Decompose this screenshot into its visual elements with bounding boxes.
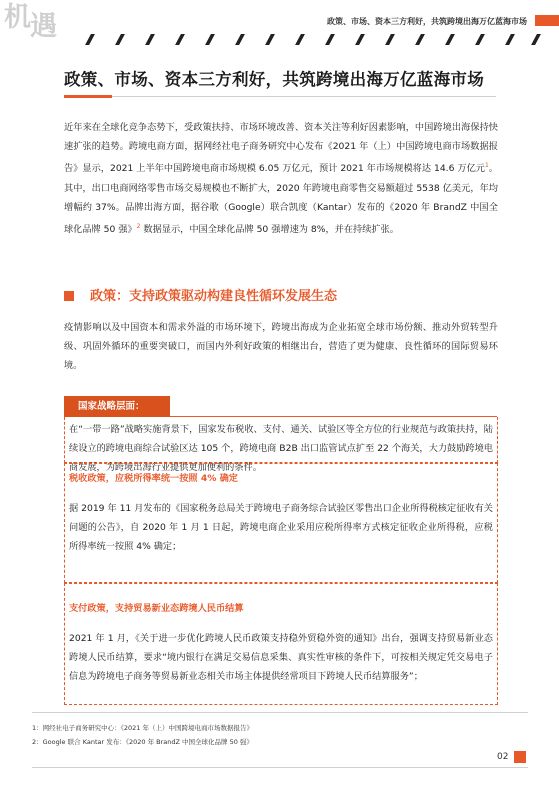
intro-text-3: 数据显示，中国全球化品牌 50 强增速为 8%，并在持续扩张。 xyxy=(140,224,399,236)
title-divider-accent xyxy=(64,95,112,98)
footnote-ref-1: 1 xyxy=(484,162,489,170)
footnote-ref-2: 2 xyxy=(136,223,141,231)
running-header-title: 政策、市场、资本三方利好，共筑跨境出海万亿蓝海市场 xyxy=(327,17,527,26)
tax-policy-text: 据 2019 年 11 月发布的《国家税务总局关于跨境电子商务综合试验区零售出口企业所得税核定征收有关问题的公告》，自 2020 年 1 月 1 日起，跨境电商企业采用应税所得率方式核定征收企业所得税，应税所得率统一按照 4% 确定； xyxy=(69,503,493,552)
tax-policy-heading: 税收政策，应税所得率统一按照 4% 确定 xyxy=(69,473,238,484)
brand-logo xyxy=(4,2,58,42)
footnote-2: 2：Google 联合 Kantar 发布：《2020 年 BrandZ 中国全球化品牌 50 强》 xyxy=(32,738,253,746)
footnote-1: 1：网经社电子商务研究中心：《2021 年（上）中国跨境电商市场数据报告》 xyxy=(32,724,253,732)
intro-paragraph xyxy=(64,118,498,239)
header-accent-bar xyxy=(535,15,559,26)
page-number-square-icon xyxy=(514,751,526,763)
strategy-intro-text: 在“一带一路”战略实施背景下，国家发布税收、支付、通关、试验区等全方位的行业规范与政策扶持，陆续设立的跨境电商综合试验区达 105 个，跨境电商 B2B 出口监管试点扩至 22 个海关，大力鼓励跨境电商发展，为跨境出海行业提供更加便利的条件。 xyxy=(69,424,493,473)
logo-char-1: 机 xyxy=(4,2,32,33)
page-number: 02 xyxy=(497,752,509,762)
payment-policy-text: 2021 年 1 月，《关于进一步优化跨境人民币政策支持稳外贸稳外资的通知》出台，强调支持贸易新业态跨境人民币结算，要求“境内银行在满足交易信息采集、真实性审核的条件下，可按相关规定凭交易电子信息为跨境电子商务等贸易新业态相关市场主体提供经常项目下跨境人民币结算服务”； xyxy=(69,633,493,682)
section-paragraph: 疫情影响以及中国资本和需求外溢的市场环境下，跨境出海成为企业拓宽全球市场份额、推动外贸转型升级、巩固外循环的重要突破口，而国内外利好政策的相继出台，营造了更为健康、良性循环的国际贸易环境。 xyxy=(64,322,498,372)
intro-text-1: 近年来在全球化竞争态势下，受政策扶持、市场环境改善、资本关注等利好因素影响，中国跨境出海保持快速扩张的趋势。跨境电商方面，据网经社电子商务研究中心发布《2021 年（上）中国跨境电商市场数据报告》显示，2021 上半年中国跨境电商市场规模 6.05 万亿元，预计 2021 年市场规模将达 14.6 万亿元 xyxy=(64,122,498,175)
footer-divider xyxy=(32,767,528,768)
section-title: 政策：支持政策驱动构建良性循环发展生态 xyxy=(90,289,338,304)
logo-char-2: 遇 xyxy=(30,11,58,42)
title-divider xyxy=(64,96,496,97)
intro-text-2: 。其中，出口电商网络零售市场交易规模也不断扩大，2020 年跨境电商零售交易额超过 5538 亿美元，年均增幅约 37%。品牌出海方面，据谷歌（Google）联合凯度（Kantar）发布的《2020 年 BrandZ 中国全球化品牌 50 强》 xyxy=(64,163,498,236)
section-square-icon xyxy=(64,291,74,301)
decorative-slash-row xyxy=(88,34,538,48)
tax-policy-box xyxy=(64,463,498,583)
strategy-tag: 国家战略层面： xyxy=(64,396,170,417)
payment-policy-box xyxy=(64,583,498,705)
strategy-intro-box xyxy=(64,417,498,473)
footnote-divider xyxy=(32,712,528,713)
payment-policy-heading: 支付政策，支持贸易新业态跨境人民币结算 xyxy=(69,603,244,614)
page-title: 政策、市场、资本三方利好，共筑跨境出海万亿蓝海市场 xyxy=(64,70,484,89)
